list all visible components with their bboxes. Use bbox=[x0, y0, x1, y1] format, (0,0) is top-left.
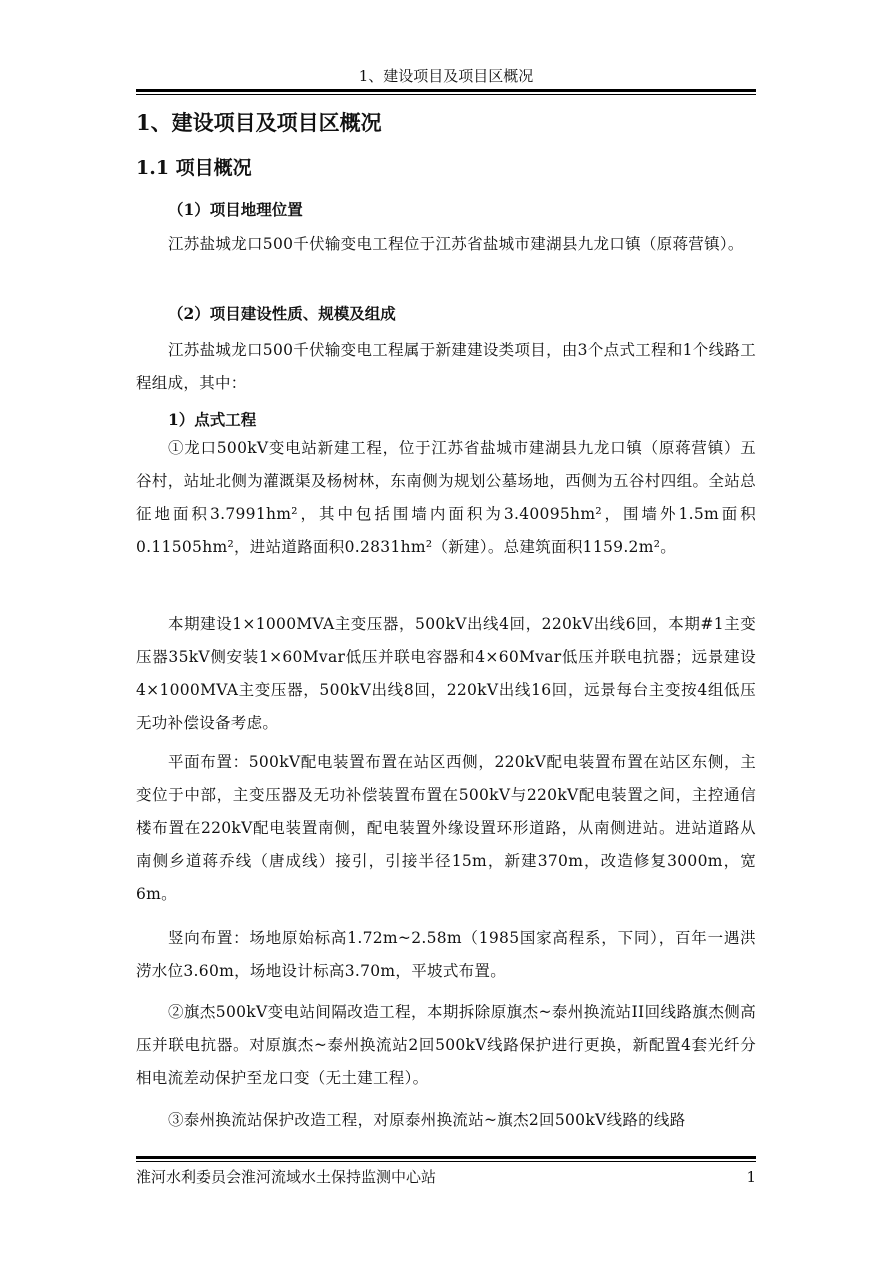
heading-nature: （2）项目建设性质、规模及组成 bbox=[168, 304, 396, 323]
paragraph-taizhou-station: ③泰州换流站保护改造工程，对原泰州换流站~旗杰2回500kV线路的线路 bbox=[168, 1111, 686, 1129]
footer-rule-thin bbox=[136, 1161, 756, 1162]
paragraph-vertical-layout: 竖向布置：场地原始标高1.72m~2.58m（1985国家高程系，下同），百年一遇洪涝水位3.60m，场地设计标高3.70m，平坡式布置。 bbox=[136, 929, 756, 980]
subsection-title: 1.1 项目概况 bbox=[136, 157, 252, 179]
paragraph-nature: 江苏盐城龙口500千伏输变电工程属于新建建设类项目，由3个点式工程和1个线路工程组成，其中： bbox=[136, 341, 757, 392]
heading-point-works: 1）点式工程 bbox=[168, 410, 257, 429]
paragraph-plan-layout: 平面布置：500kV配电装置布置在站区西侧，220kV配电装置布置在站区东侧，主变位于中部，主变压器及无功补偿装置布置在500kV与220kV配电装置之间，主控通信楼布置在220kV配电装置南侧，配电装置外缘设置环形道路，从南侧进站。进站道路从南侧乡道蒋乔线（唐成线）接引，引接半径15m，新建370m，改造修复3000m，宽6m。 bbox=[136, 753, 756, 903]
footer-rule-thick bbox=[136, 1156, 756, 1159]
paragraph-construction-scale: 本期建设1×1000MVA主变压器，500kV出线4回，220kV出线6回，本期#1主变压器35kV侧安装1×60Mvar低压并联电容器和4×60Mvar低压并联电抗器；远景建设4×1000MVA主变压器，500kV出线8回，220kV出线16回，远景每台主变按4组低压无功补偿设备考虑。 bbox=[136, 615, 756, 732]
paragraph-location: 江苏盐城龙口500千伏输变电工程位于江苏省盐城市建湖县九龙口镇（原蒋营镇）。 bbox=[168, 235, 744, 253]
header-rule-thick bbox=[136, 89, 756, 92]
header-rule-thin bbox=[136, 94, 756, 95]
paragraph-longkou-substation: ①龙口500kV变电站新建工程，位于江苏省盐城市建湖县九龙口镇（原蒋营镇）五谷村，站址北侧为灌溉渠及杨树林，东南侧为规划公墓场地，西侧为五谷村四组。全站总征地面积3.7991hm²，其中包括围墙内面积为3.40095hm²，围墙外1.5m面积0.11505hm²，进站道路面积0.2831hm²（新建）。总建筑面积1159.2m²。 bbox=[136, 439, 756, 556]
page-number: 1 bbox=[746, 1168, 756, 1186]
section-title: 1、建设项目及项目区概况 bbox=[136, 110, 382, 135]
heading-location: （1）项目地理位置 bbox=[168, 200, 303, 219]
paragraph-qijie-substation: ②旗杰500kV变电站间隔改造工程，本期拆除原旗杰~泰州换流站II回线路旗杰侧高压并联电抗器。对原旗杰~泰州换流站2回500kV线路保护进行更换，新配置4套光纤分相电流差动保护至龙口变（无土建工程）。 bbox=[136, 1003, 756, 1087]
running-header: 1、建设项目及项目区概况 bbox=[358, 67, 534, 85]
footer-organization: 淮河水利委员会淮河流域水土保持监测中心站 bbox=[136, 1168, 437, 1186]
